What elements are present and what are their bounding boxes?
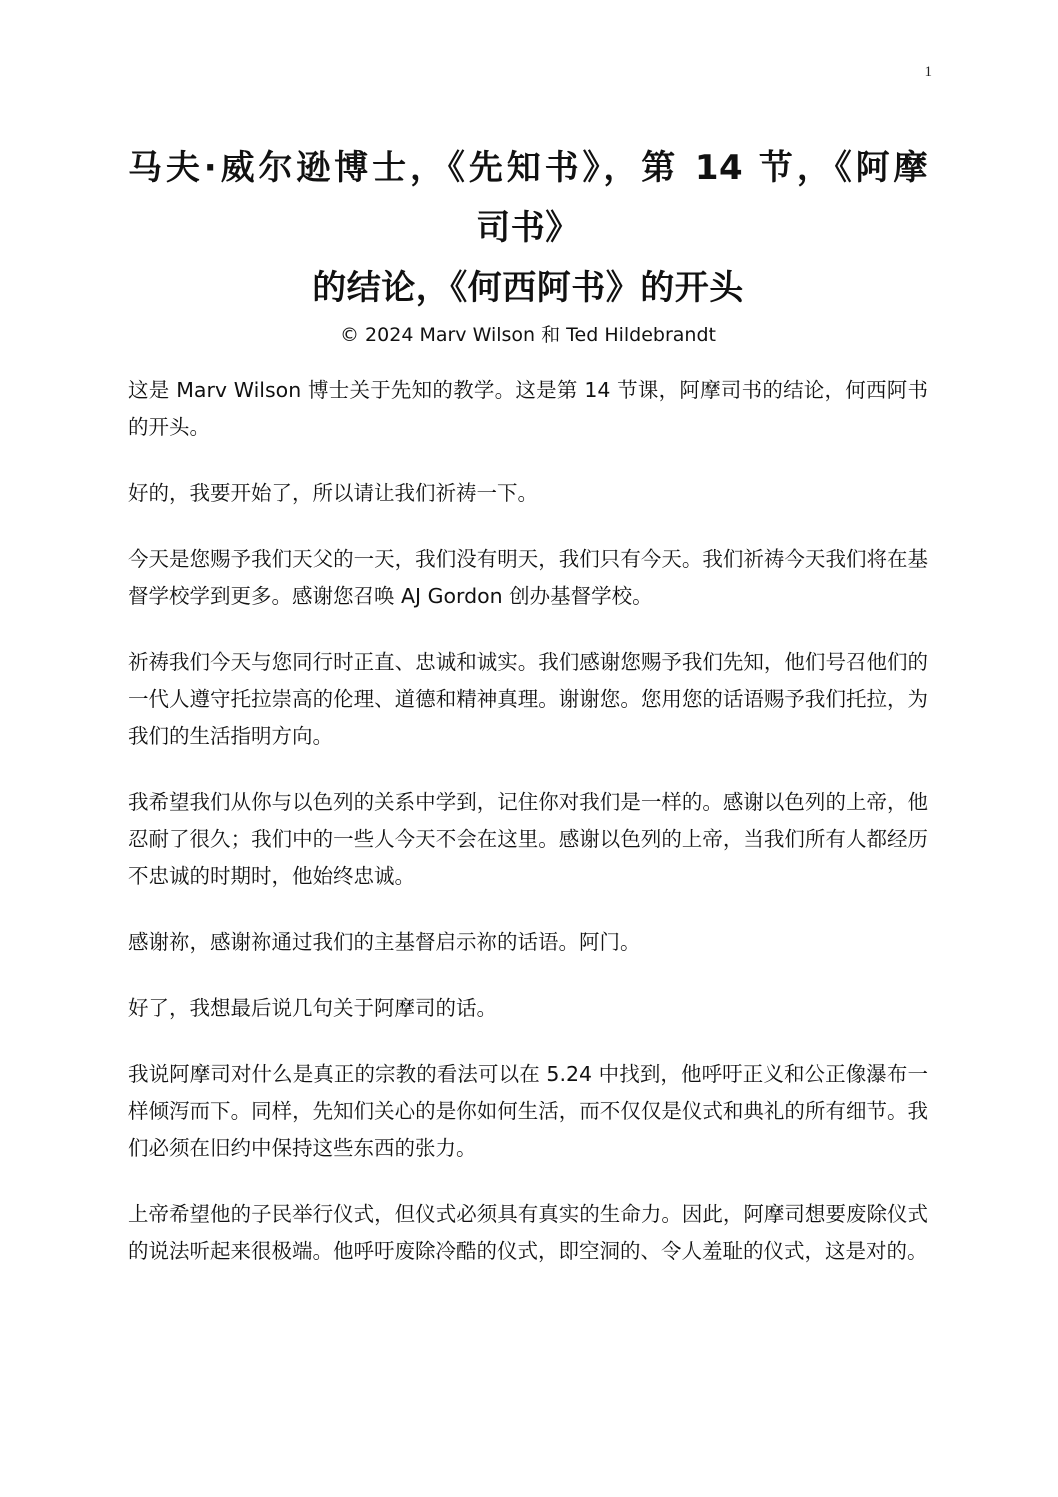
paragraph-9: 上帝希望他的子民举行仪式，但仪式必须具有真实的生命力。因此，阿摩司想要废除仪式的说法听起来很极端。他呼吁废除冷酷的仪式，即空洞的、令人羞耻的仪式，这是对的。 — [128, 1202, 928, 1263]
paragraph-4: 祈祷我们今天与您同行时正直、忠诚和诚实。我们感谢您赐予我们先知，他们号召他们的一代人遵守托拉崇高的伦理、道德和精神真理。谢谢您。您用您的话语赐予我们托拉，为我们的生活指明方向。 — [128, 650, 928, 748]
page-number: 1 — [924, 64, 932, 80]
document-title — [128, 138, 928, 350]
paragraph-7: 好了，我想最后说几句关于阿摩司的话。 — [128, 996, 497, 1020]
title-line-1: 马夫·威尔逊博士，《先知书》，第 14 节，《阿摩 — [128, 148, 928, 188]
title-line-3: 的结论，《何西阿书》的开头 — [312, 268, 744, 308]
copyright-notice: © 2024 Marv Wilson 和 Ted Hildebrandt — [340, 324, 716, 346]
title-line-2: 司书》 — [476, 208, 580, 248]
paragraph-6: 感谢祢，感谢祢通过我们的主基督启示祢的话语。阿门。 — [128, 930, 641, 954]
paragraph-8: 我说阿摩司对什么是真正的宗教的看法可以在 5.24 中找到，他呼吁正义和公正像瀑布一样倾泻而下。同样，先知们关心的是你如何生活，而不仅仅是仪式和典礼的所有细节。我们必须在旧约中保持这些东西的张力。 — [128, 1062, 928, 1160]
paragraph-3: 今天是您赐予我们天父的一天，我们没有明天，我们只有今天。我们祈祷今天我们将在基督学校学到更多。感谢您召唤 AJ Gordon 创办基督学校。 — [128, 547, 928, 608]
paragraph-1: 这是 Marv Wilson 博士关于先知的教学。这是第 14 节课，阿摩司书的结论，何西阿书的开头。 — [128, 378, 928, 439]
document-body — [128, 372, 928, 1299]
paragraph-2: 好的，我要开始了，所以请让我们祈祷一下。 — [128, 481, 538, 505]
paragraph-5: 我希望我们从你与以色列的关系中学到，记住你对我们是一样的。感谢以色列的上帝，他忍耐了很久；我们中的一些人今天不会在这里。感谢以色列的上帝，当我们所有人都经历不忠诚的时期时，他始终忠诚。 — [128, 790, 928, 888]
